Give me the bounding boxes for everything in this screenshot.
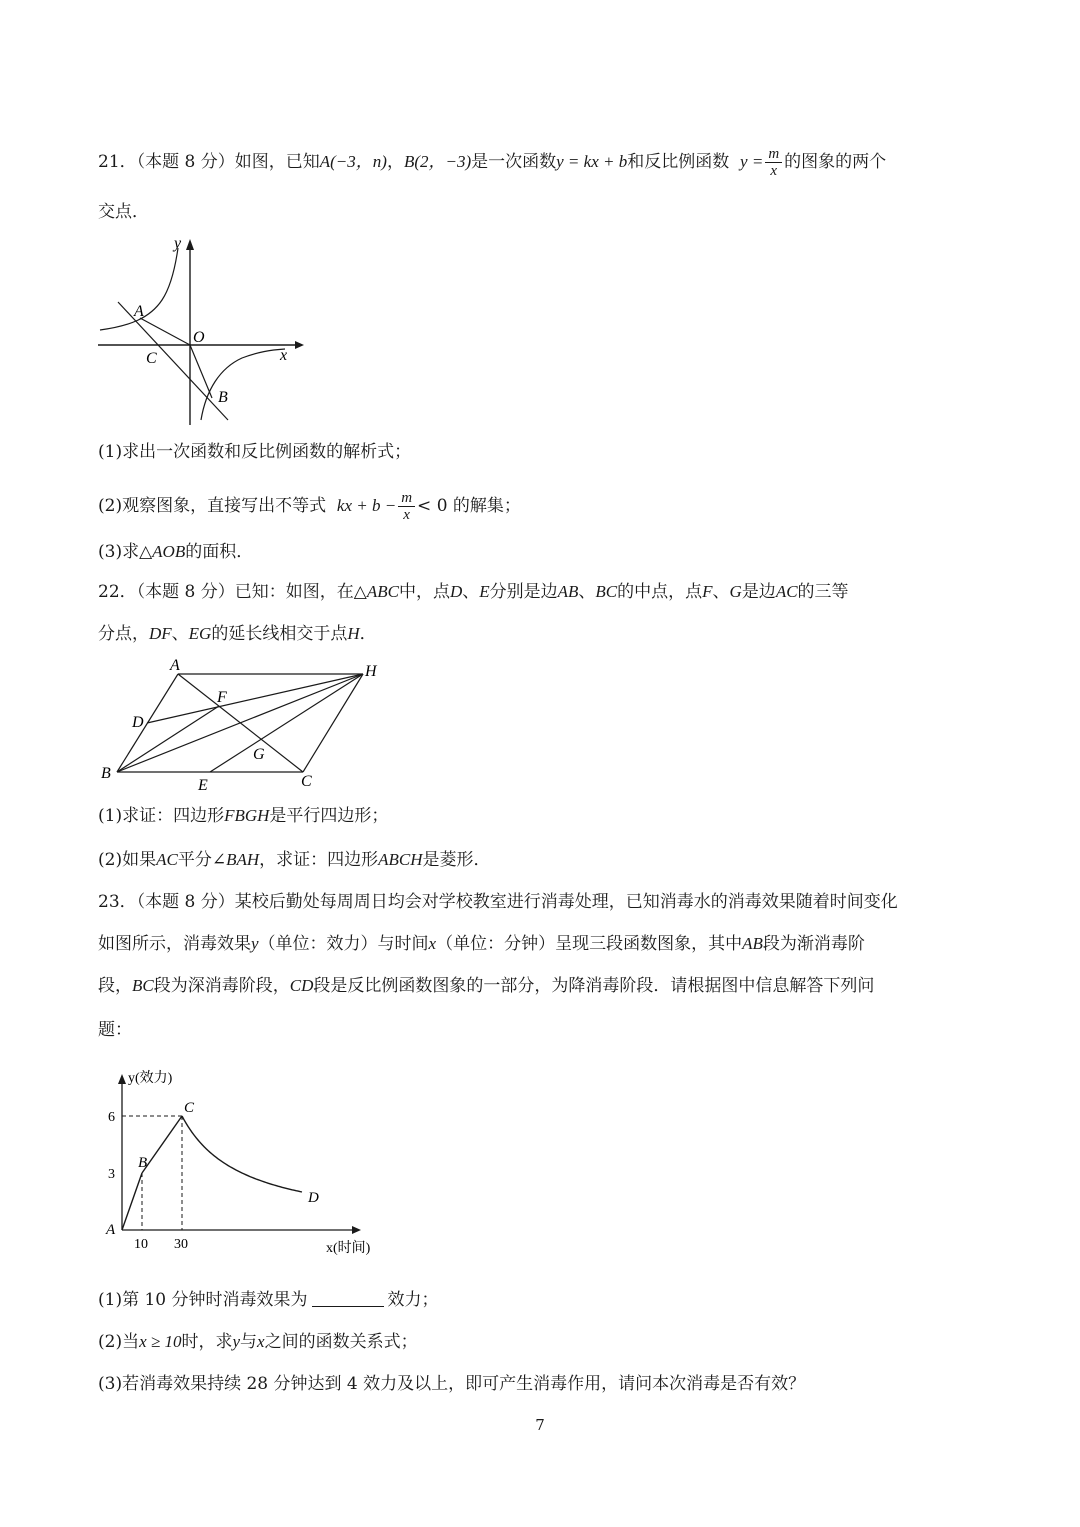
q22-seg-eh [210, 674, 363, 772]
chart-y-tick-3: 3 [108, 1167, 115, 1182]
q21-label-x: x [280, 347, 288, 364]
q23-chart [100, 1062, 371, 1262]
chart-curve-cd [182, 1116, 302, 1192]
q21-y-arrow [186, 239, 194, 250]
q21-label-c: C [146, 350, 157, 367]
q22-seg-bh [117, 674, 363, 772]
q22-line-1: 22．（本题 8 分）已知：如图，在△ABC中，点D、E分别是边AB、BC的中点，点F、G是边AC的三等 [98, 582, 849, 602]
q23-line-4: 题： [98, 1020, 132, 1040]
chart-x-tick-10: 10 [134, 1237, 148, 1252]
q23-part-1: (1)第 10 分钟时消毒效果为 效力； [98, 1290, 439, 1310]
chart-segment-ab [122, 1173, 142, 1230]
q21-line-2: 交点． [98, 202, 149, 222]
q23-line-3: 段，BC段为深消毒阶段，CD段是反比例函数图象的一部分，为降消毒阶段．请根据图中信息解答下列问 [98, 976, 875, 996]
q22-label-g: G [253, 746, 265, 763]
q21-x-arrow [295, 341, 304, 349]
q22-label-c: C [301, 773, 312, 790]
q21-line-1: 21．（本题 8 分）如图，已知A(−3，n)，B(2，−3)是一次函数y = kx + b和反比例函数 y = $\frac{m}{x}$ 的图象的两个 [98, 146, 887, 179]
q22-part-2: (2)如果AC平分∠BAH，求证：四边形ABCH是菱形． [98, 850, 491, 870]
q21-label-y: y [174, 235, 182, 252]
q22-label-b: B [101, 765, 111, 782]
chart-point-label-b: B [138, 1155, 148, 1171]
q21-part-3: (3)求△AOB的面积． [98, 542, 254, 562]
chart-x-arrow [352, 1226, 361, 1234]
q22-label-f: F [217, 689, 227, 706]
q22-label-e: E [198, 777, 208, 794]
q22-line-2: 分点，DF、EG的延长线相交于点H． [98, 624, 377, 644]
q21-segment-ao [140, 318, 190, 345]
q22-seg-dh [147, 674, 363, 723]
fraction-m-over-x: $\frac{m}{x}$ [765, 146, 782, 179]
q22-label-d: D [132, 714, 144, 731]
q22-seg-ch [303, 674, 363, 772]
q21-segment-ob [190, 345, 212, 398]
q22-figure [95, 652, 395, 792]
q21-part-2: (2)观察图象，直接写出不等式 kx + b − $\frac{m}{x}$ < 0 的解集； [98, 490, 521, 523]
chart-y-label: y(效力) [128, 1071, 173, 1086]
chart-x-tick-30: 30 [174, 1237, 188, 1252]
q22-label-a: A [170, 657, 180, 674]
chart-y-tick-6: 6 [108, 1110, 115, 1125]
q21-label-o: O [193, 329, 205, 346]
chart-point-label-a: A [106, 1222, 116, 1238]
chart-x-label: x(时间) [326, 1241, 371, 1256]
chart-y-arrow [118, 1074, 126, 1084]
q22-part-1: (1)求证：四边形FBGH是平行四边形； [98, 806, 389, 826]
q23-line-2: 如图所示，消毒效果y（单位：效力）与时间x（单位：分钟）呈现三段函数图象，其中AB段为渐消毒阶 [98, 934, 865, 954]
chart-point-label-d: D [308, 1190, 319, 1206]
answer-blank[interactable] [312, 1289, 384, 1307]
q23-part-3: (3)若消毒效果持续 28 分钟达到 4 效力及以上，即可产生消毒作用，请问本次消毒是否有效？ [98, 1374, 806, 1394]
q21-label-a: A [134, 303, 144, 320]
chart-segment-bc [142, 1116, 182, 1173]
page-number: 7 [535, 1416, 545, 1434]
q22-label-h: H [365, 663, 377, 680]
q23-part-2: (2)当x ≥ 10时，求y与x之间的函数关系式； [98, 1332, 418, 1352]
chart-point-label-c: C [184, 1100, 195, 1116]
q21-part-1: (1)求出一次函数和反比例函数的解析式； [98, 442, 412, 462]
q21-figure [90, 230, 310, 430]
q21-label-b: B [218, 389, 228, 406]
fraction-m-over-x-2: $\frac{m}{x}$ [398, 490, 415, 523]
q21-hyperbola-right [201, 347, 288, 420]
q23-line-1: 23．（本题 8 分）某校后勤处每周周日均会对学校教室进行消毒处理，已知消毒水的消毒效果随着时间变化 [98, 892, 898, 912]
